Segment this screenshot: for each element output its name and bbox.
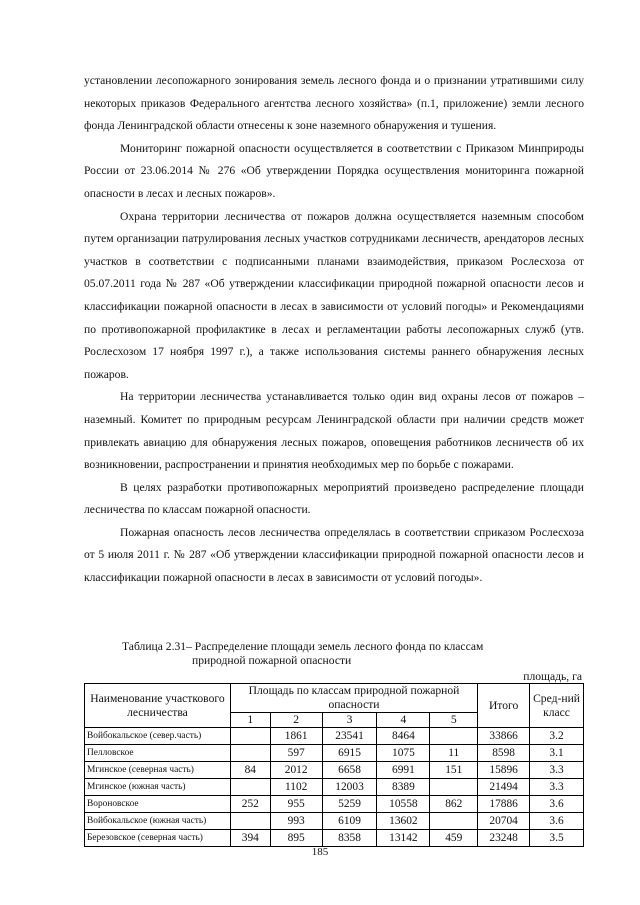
cell-class-5: 862 — [430, 796, 478, 813]
cell-class-3: 6915 — [322, 745, 377, 762]
cell-class-2: 597 — [270, 745, 322, 762]
header-class-2: 2 — [270, 713, 322, 728]
table-row — [85, 813, 584, 830]
cell-class-4: 8389 — [377, 779, 430, 796]
cell-avg-class: 3.3 — [530, 779, 584, 796]
cell-class-2: 1102 — [270, 779, 322, 796]
cell-avg-class: 3.6 — [530, 796, 584, 813]
cell-class-2: 1861 — [270, 728, 322, 745]
cell-class-4: 6991 — [377, 762, 430, 779]
cell-class-1 — [230, 745, 270, 762]
cell-class-1 — [230, 779, 270, 796]
table-caption-line: Таблица 2.31– Распределение площади земель лесного фонда по классам — [122, 640, 484, 653]
cell-class-1 — [230, 728, 270, 745]
cell-total: 20704 — [478, 813, 530, 830]
row-name: Вороновское — [85, 796, 231, 813]
row-name: Войбокальское (север.часть) — [85, 728, 231, 745]
cell-class-5 — [430, 813, 478, 830]
cell-avg-class: 3.2 — [530, 728, 584, 745]
cell-avg-class: 3.1 — [530, 745, 584, 762]
cell-class-2: 2012 — [270, 762, 322, 779]
header-class-4: 4 — [377, 713, 430, 728]
cell-class-3: 6109 — [322, 813, 377, 830]
cell-class-3: 12003 — [322, 779, 377, 796]
cell-total: 15896 — [478, 762, 530, 779]
cell-class-2: 955 — [270, 796, 322, 813]
row-name: Пелловское — [85, 745, 231, 762]
cell-class-2: 993 — [270, 813, 322, 830]
cell-class-4: 8464 — [377, 728, 430, 745]
cell-class-5 — [430, 728, 478, 745]
cell-class-1 — [230, 813, 270, 830]
table-row — [85, 796, 584, 813]
paragraph: установлении лесопожарного зонирования земель лесного фонда и о признании утратившими силу некоторых приказов Федерального агентства лесного хозяйства» (п.1, приложение) земли лесного фонда Ленинградской области отнесены к зоне наземного обнаружения и тушения. — [84, 74, 584, 133]
paragraph: В целях разработки противопожарных мероприятий произведено распределение площади лесничества по классам пожарной опасности. — [84, 480, 584, 517]
cell-class-4: 13142 — [377, 830, 430, 847]
cell-class-4: 13602 — [377, 813, 430, 830]
cell-class-4: 10558 — [377, 796, 430, 813]
fire-danger-table — [84, 683, 584, 847]
cell-total: 23248 — [478, 830, 530, 847]
row-name: Войбокальское (южная часть) — [85, 813, 231, 830]
paragraph: Пожарная опасность лесов лесничества определялась в соответствии сприказом Рослесхоза от 5 июля 2011 г. № 287 «Об утверждении классификации природной пожарной опасности лесов и классификации пожарной опасности в лесах в зависимости от условий погоды». — [84, 525, 584, 585]
table-unit: площадь, га — [523, 670, 582, 683]
paragraph: На территории лесничества устанавливается только один вид охраны лесов от пожаров – наземный. Комитет по природным ресурсам Ленинградской области при наличии средств может привлекать авиацию для обнаружения лесных пожаров, оповещения работников лесничеств об их возникновении, распространении и принятия необходимых мер по борьбе с пожарами. — [84, 390, 584, 472]
cell-class-5 — [430, 779, 478, 796]
row-name: Мгинское (южная часть) — [85, 779, 231, 796]
cell-avg-class: 3.5 — [530, 830, 584, 847]
table-caption — [100, 640, 570, 668]
table-caption-line: природной пожарной опасности — [192, 654, 352, 667]
row-name: Мгинское (северная часть) — [85, 762, 231, 779]
cell-avg-class: 3.6 — [530, 813, 584, 830]
header-class-5: 5 — [430, 713, 478, 728]
table-row — [85, 830, 584, 847]
table-row — [85, 728, 584, 745]
cell-class-5: 151 — [430, 762, 478, 779]
table-row — [85, 779, 584, 796]
table-row — [85, 762, 584, 779]
cell-class-3: 5259 — [322, 796, 377, 813]
paragraph: Мониторинг пожарной опасности осуществляется в соответствии с Приказом Минприроды России от 23.06.2014 № 276 «Об утверждении Порядка осуществления мониторинга пожарной опасности в лесах и лесных пожаров». — [84, 141, 584, 200]
cell-class-1: 394 — [230, 830, 270, 847]
header-total: Итого — [478, 684, 530, 728]
cell-total: 8598 — [478, 745, 530, 762]
cell-class-1: 252 — [230, 796, 270, 813]
cell-class-5: 459 — [430, 830, 478, 847]
table-row — [85, 745, 584, 762]
cell-class-2: 895 — [270, 830, 322, 847]
header-area-group: Площадь по классам природной пожарной опасности — [230, 684, 477, 713]
cell-avg-class: 3.3 — [530, 762, 584, 779]
page-number: 185 — [311, 846, 329, 858]
row-name: Березовское (северная часть) — [85, 830, 231, 847]
cell-class-1: 84 — [230, 762, 270, 779]
cell-total: 21494 — [478, 779, 530, 796]
cell-class-3: 6658 — [322, 762, 377, 779]
cell-class-3: 23541 — [322, 728, 377, 745]
header-class-3: 3 — [322, 713, 377, 728]
paragraph: Охрана территории лесничества от пожаров должна осуществляется наземным способом путем организации патрулирования лесных участков сотрудниками лесничеств, арендаторов лесных участков в соответствии с подписанными планами взаимодействия, приказом Рослесхоза от 05.07.2011 года № 287 «Об утверждении классификации природной пожарной опасности лесов и классификации пожарной опасности в лесах в зависимости от условий погоды» и Рекомендациями по противопожарной профилактике в лесах и регламентации работы лесопожарных служб (утв. Рослесхозом 17 ноября 1997 г.), а также использования системы раннего обнаружения лесных пожаров. — [84, 209, 584, 381]
cell-total: 17886 — [478, 796, 530, 813]
header-class-1: 1 — [230, 713, 270, 728]
body-text — [84, 70, 584, 590]
cell-class-5: 11 — [430, 745, 478, 762]
header-name: Наименование участкового лесничества — [85, 684, 231, 728]
cell-class-3: 8358 — [322, 830, 377, 847]
cell-class-4: 1075 — [377, 745, 430, 762]
header-avg-class: Сред-ний класс — [530, 684, 584, 728]
cell-total: 33866 — [478, 728, 530, 745]
